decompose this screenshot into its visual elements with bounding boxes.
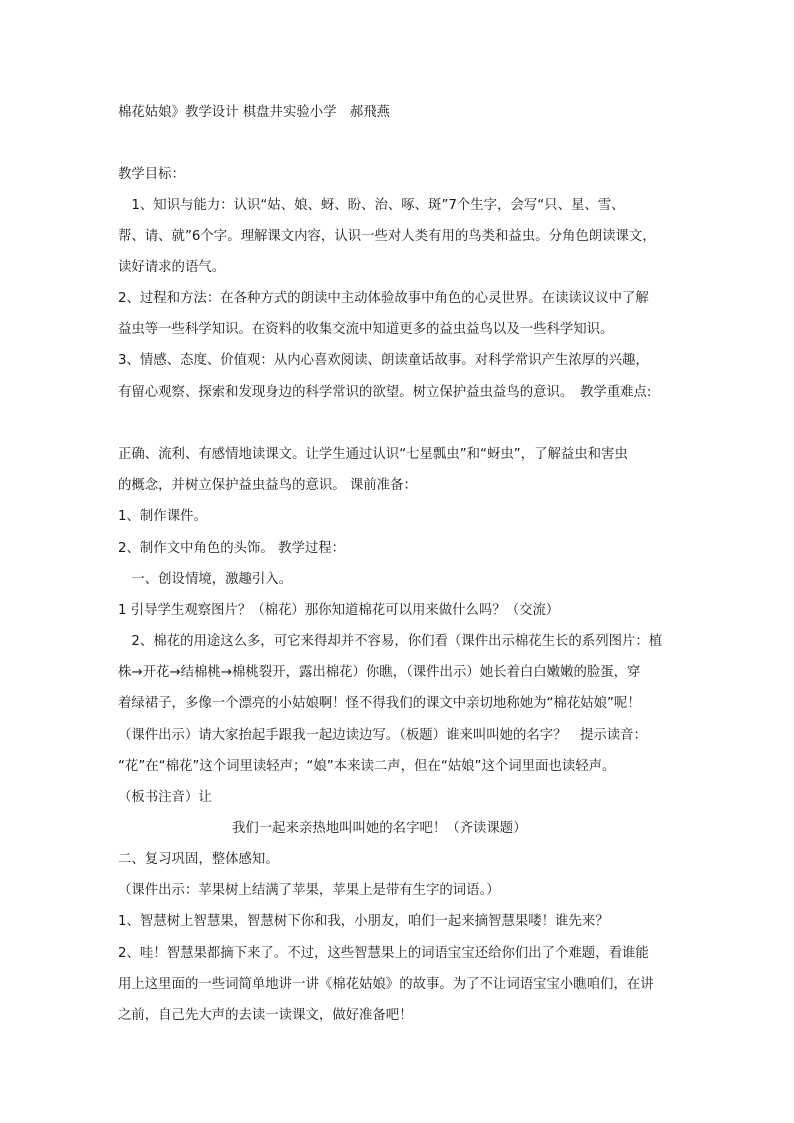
section-heading-objectives: 教学目标： <box>118 167 185 182</box>
document-title: 棉花姑娘》教学设计 棋盘井实验小学 郝飛燕 <box>118 105 391 120</box>
text-line: 2、过程和方法：在各种方式的朗读中主动体验故事中角色的心灵世界。在读读议议中了解 <box>118 291 649 306</box>
text-line: 1 引导学生观察图片？（棉花）那你知道棉花可以用来做什么吗？（交流） <box>118 603 560 618</box>
text-line: 益虫等一些科学知识。在资料的收集交流中知道更多的益虫益鸟以及一些科学知识。 <box>118 322 614 337</box>
text-line: “花”在“棉花”这个词里读轻声；“娘”本来读二声，但在“姑娘”这个词里面也读轻声。 <box>118 759 616 774</box>
text-line-centered: 我们一起来亲热地叫叫她的名字吧！（齐读课题） <box>232 821 527 836</box>
text-line: 正确、流利、有感情地读课文。让学生通过认识“七星瓢虫”和“蚜虫”，了解益虫和害虫 <box>118 447 628 462</box>
text-line: 读好请求的语气。 <box>118 260 226 275</box>
text-line: 1、制作课件。 <box>118 509 207 524</box>
text-line: 株→开花→结棉桃→棉桃裂开，露出棉花）你瞧，（课件出示）她长着白白嫩嫩的脸蛋，穿 <box>118 665 641 680</box>
text-line: 2、哇！智慧果都摘下来了。不过，这些智慧果上的词语宝宝还给你们出了个难题，看谁能 <box>118 946 649 961</box>
text-line: （课件出示）请大家抬起手跟我一起边读边写。（板题）谁来叫叫她的名字？ 提示读音： <box>118 728 647 743</box>
text-line: 二、复习巩固，整体感知。 <box>118 852 279 867</box>
text-line: 1、知识与能力：认识“姑、娘、蚜、盼、治、啄、斑”7个生字，会写“只、星、雪、 <box>118 198 625 213</box>
text-line: 1、智慧树上智慧果，智慧树下你和我，小朋友，咱们一起来摘智慧果喽！谁先来？ <box>118 914 609 929</box>
text-line: （课件出示：苹果树上结满了苹果，苹果上是带有生字的词语。） <box>118 883 500 898</box>
text-line: 2、棉花的用途这么多，可它来得却并不容易，你们看（课件出示棉花生长的系列图片：植 <box>118 634 663 649</box>
text-line: 帮、请、就”6个字。理解课文内容，认识一些对人类有用的鸟类和益虫。分角色朗读课文， <box>118 229 656 244</box>
text-line: （板书注音）让 <box>118 790 212 805</box>
text-line: 一、创设情境，激趣引入。 <box>118 572 293 587</box>
text-line: 3、情感、态度、价值观：从内心喜欢阅读、朗读童话故事。对科学常识产生浓厚的兴趣， <box>118 353 649 368</box>
text-line: 着绿裙子，多像一个漂亮的小姑娘啊！怪不得我们的课文中亲切地称她为“棉花姑娘”呢！ <box>118 696 641 711</box>
text-line: 用上这里面的一些词简单地讲一讲《棉花姑娘》的故事。为了不让词语宝宝小瞧咱们，在讲 <box>118 977 654 992</box>
text-line: 2、制作文中角色的头饰。 教学过程： <box>118 541 346 556</box>
text-line: 有留心观察、探索和发现身边的科学常识的欲望。树立保护益虫益鸟的意识。 教学重难点: <box>118 385 652 400</box>
text-line: 的概念，并树立保护益虫益鸟的意识。 课前准备： <box>118 478 417 493</box>
text-line: 之前，自己先大声的去读一读课文，做好准备吧！ <box>118 1008 413 1023</box>
